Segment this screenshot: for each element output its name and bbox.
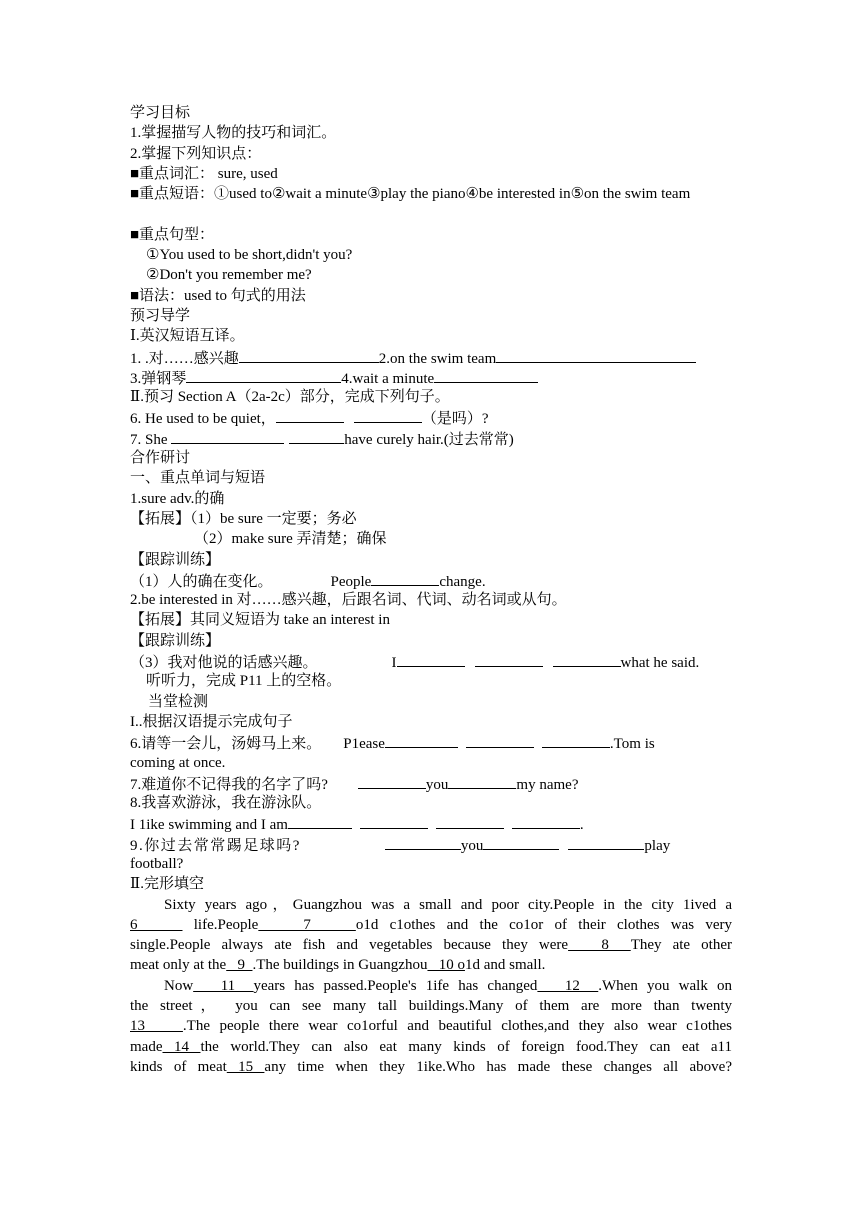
test-part-1: I..根据汉语提示完成句子 — [130, 713, 293, 730]
preview-q6-tag: （是吗）? — [421, 411, 489, 428]
cloze-blank-8[interactable]: 8 — [568, 937, 631, 954]
preview-part-2: Ⅱ.预习 Section A（2a-2c）部分，完成下列句子。 — [130, 389, 450, 406]
cloze-line — [130, 1057, 732, 1077]
test-q9 — [130, 834, 732, 854]
cloze-text: Now — [164, 977, 194, 994]
worksheet — [130, 103, 732, 1077]
cloze-text: 1d and small. — [464, 957, 546, 974]
answer-blank[interactable] — [448, 773, 516, 789]
test-q9-a: you — [460, 837, 484, 854]
cloze-text: single.People always ate fish and vegetables because they were — [130, 937, 569, 954]
cloze-text: .The buildings in Guangzhou — [252, 957, 428, 974]
key-sentence-1: ①You used to be short,didn't you? — [146, 247, 353, 264]
answer-blank[interactable] — [568, 834, 644, 850]
cloze-blank-13[interactable]: 13 — [130, 1018, 183, 1035]
tracking-q3-a: I — [391, 655, 397, 672]
test-q9-cn: 9.你过去常常踢足球吗? — [130, 837, 301, 854]
test-q8-b: . — [579, 817, 584, 834]
test-q6-b: .Tom is — [609, 736, 655, 753]
answer-blank[interactable] — [512, 813, 580, 829]
cloze-line: Sixty years ago，Guangzhou was a small and poor city.People in the city 1ived a — [164, 896, 732, 913]
test-q6-a: P1ease — [343, 736, 385, 753]
preview-q7 — [130, 428, 732, 448]
preview-q1-q2 — [130, 347, 732, 367]
answer-blank[interactable] — [239, 347, 379, 363]
cloze-text: the world.They can also eat many kinds of foreign food.They can eat a11 — [200, 1038, 732, 1055]
phrase-interested: 2.be interested in 对……感兴趣，后跟名词、代词、动名词或从句。 — [130, 592, 567, 609]
section-title: 学习目标 — [130, 105, 191, 121]
cloze-text: any time when they 1ike.Who has made these changes all above? — [264, 1058, 732, 1075]
cloze-blank-9[interactable]: 9 — [226, 957, 253, 974]
answer-blank[interactable] — [385, 834, 461, 850]
word-sure: 1.sure adv.的确 — [130, 490, 225, 507]
test-q7-a: you — [425, 776, 449, 793]
cloze-blank-15[interactable]: 15 — [226, 1058, 265, 1075]
coop-sub-1: 一、重点单词与短语 — [130, 470, 266, 487]
test-q8 — [130, 813, 732, 833]
cloze-blank-10[interactable]: 10 o — [427, 957, 465, 974]
test-heading: 当堂检测 — [148, 693, 209, 710]
answer-blank[interactable] — [358, 773, 426, 789]
tracking-q1-cn: （1）人的确在变化。 — [130, 573, 273, 590]
test-q8-cn: 8.我喜欢游泳，我在游泳队。 — [130, 795, 322, 812]
key-sentences-heading: ■重点句型： — [130, 226, 215, 243]
tracking-q1-b: change. — [439, 573, 486, 590]
test-q7-cn: 7.难道你不记得我的名字了吗? — [130, 776, 328, 793]
answer-blank[interactable] — [354, 407, 422, 423]
preview-q7-rest: have curely hair.(过去常常) — [344, 431, 514, 448]
preview-q6 — [130, 407, 732, 427]
cloze-blank-12[interactable]: 12 — [537, 977, 599, 994]
test-q6 — [130, 732, 732, 752]
cloze-text: meat only at the — [130, 957, 227, 974]
answer-blank[interactable] — [466, 732, 534, 748]
tracking-q3-cn: （3）我对他说的话感兴趣。 — [130, 655, 318, 672]
goal-2: 2.掌握下列知识点： — [130, 145, 262, 162]
preview-q2: 2.on the swim team — [378, 350, 497, 367]
test-part-2: Ⅱ.完形填空 — [130, 876, 204, 893]
answer-blank[interactable] — [371, 570, 439, 586]
preview-part-1: Ⅰ.英汉短语互译。 — [130, 328, 245, 345]
cloze-text: o1d c1othes and the co1or of their clothes was very — [355, 916, 732, 933]
preview-q1: 1. .对……感兴趣 — [130, 350, 239, 367]
cloze-line — [130, 1037, 732, 1057]
preview-q4: 4.wait a minute — [341, 370, 435, 387]
answer-blank[interactable] — [186, 367, 341, 383]
answer-blank[interactable] — [542, 732, 610, 748]
preview-q7-text: 7. She — [130, 431, 172, 448]
grammar-point: ■语法：used to 句式的用法 — [130, 287, 306, 304]
cloze-line — [130, 915, 732, 935]
answer-blank[interactable] — [360, 813, 428, 829]
cloze-blank-7[interactable]: 7 — [258, 916, 356, 933]
answer-blank[interactable] — [289, 428, 344, 444]
preview-q6-text: 6. He used to be quiet， — [130, 411, 276, 428]
extension-1b: （2）make sure 弄清楚；确保 — [194, 531, 387, 548]
answer-blank[interactable] — [436, 813, 504, 829]
answer-blank[interactable] — [483, 834, 559, 850]
tracking-q3-b: what he said. — [620, 655, 700, 672]
tracking-heading-1: 【跟踪训练】 — [130, 551, 221, 568]
cloze-line — [130, 955, 732, 975]
answer-blank[interactable] — [171, 428, 284, 444]
cloze-text: made — [130, 1038, 163, 1055]
extension-2: 【拓展】其同义短语为 take an interest in — [130, 612, 390, 629]
cloze-text: years has passed.People's 1ife has changed — [253, 977, 538, 994]
test-q9-cont: football? — [130, 855, 184, 872]
answer-blank[interactable] — [276, 407, 344, 423]
answer-blank[interactable] — [385, 732, 458, 748]
test-q8-a: I 1ike swimming and I am — [130, 817, 288, 834]
answer-blank[interactable] — [397, 651, 465, 667]
listening-note: 听听力，完成 P11 上的空格。 — [146, 673, 342, 690]
test-q7-b: my name? — [516, 776, 579, 793]
answer-blank[interactable] — [434, 367, 538, 383]
preview-q3: 3.弹钢琴 — [130, 370, 187, 387]
answer-blank[interactable] — [475, 651, 543, 667]
preview-q3-q4 — [130, 367, 732, 387]
test-q7 — [130, 773, 732, 793]
extension-1: 【拓展】（1）be sure 一定要；务必 — [130, 510, 357, 527]
tracking-q3 — [130, 651, 732, 671]
tracking-q1-a: People — [330, 573, 372, 590]
tracking-heading-2: 【跟踪训练】 — [130, 632, 221, 649]
goal-1: 1.掌握描写人物的技巧和词汇。 — [130, 125, 337, 142]
cloze-line — [130, 1016, 732, 1036]
tracking-q1 — [130, 570, 732, 590]
cloze-text: .When you walk on — [598, 977, 732, 994]
cloze-blank-6[interactable]: 6 — [130, 916, 183, 933]
cloze-line — [130, 935, 732, 955]
test-q6-cont: coming at once. — [130, 754, 226, 771]
key-vocab: ■重点词汇： sure, used — [130, 165, 278, 182]
test-q6-cn: 6.请等一会儿，汤姆马上来。 — [130, 736, 322, 753]
cloze-blank-11[interactable]: 11 — [193, 977, 254, 994]
preview-heading: 预习导学 — [130, 307, 191, 324]
answer-blank[interactable] — [553, 651, 621, 667]
answer-blank[interactable] — [496, 347, 696, 363]
cloze-text: life.People — [193, 916, 259, 933]
cloze-line — [130, 976, 732, 996]
cloze-blank-14[interactable]: 14 — [162, 1038, 201, 1055]
cloze-text: They ate other — [630, 937, 732, 954]
test-q9-b: play — [644, 837, 671, 854]
answer-blank[interactable] — [288, 813, 352, 829]
cloze-line: the street， you can see many tall buildings.Many of them are more than twenty — [130, 998, 732, 1015]
cloze-text: .The people there wear co1orful and beautiful clothes,and they also wear c1othes — [182, 1018, 732, 1035]
cloze-text: kinds of meat — [130, 1058, 227, 1075]
key-phrases: ■重点短语：①used to②wait a minute③play the piano④be interested in⑤on the swim team — [130, 186, 691, 203]
key-sentence-2: ②Don't you remember me? — [146, 267, 312, 284]
coop-heading: 合作研讨 — [130, 450, 191, 467]
